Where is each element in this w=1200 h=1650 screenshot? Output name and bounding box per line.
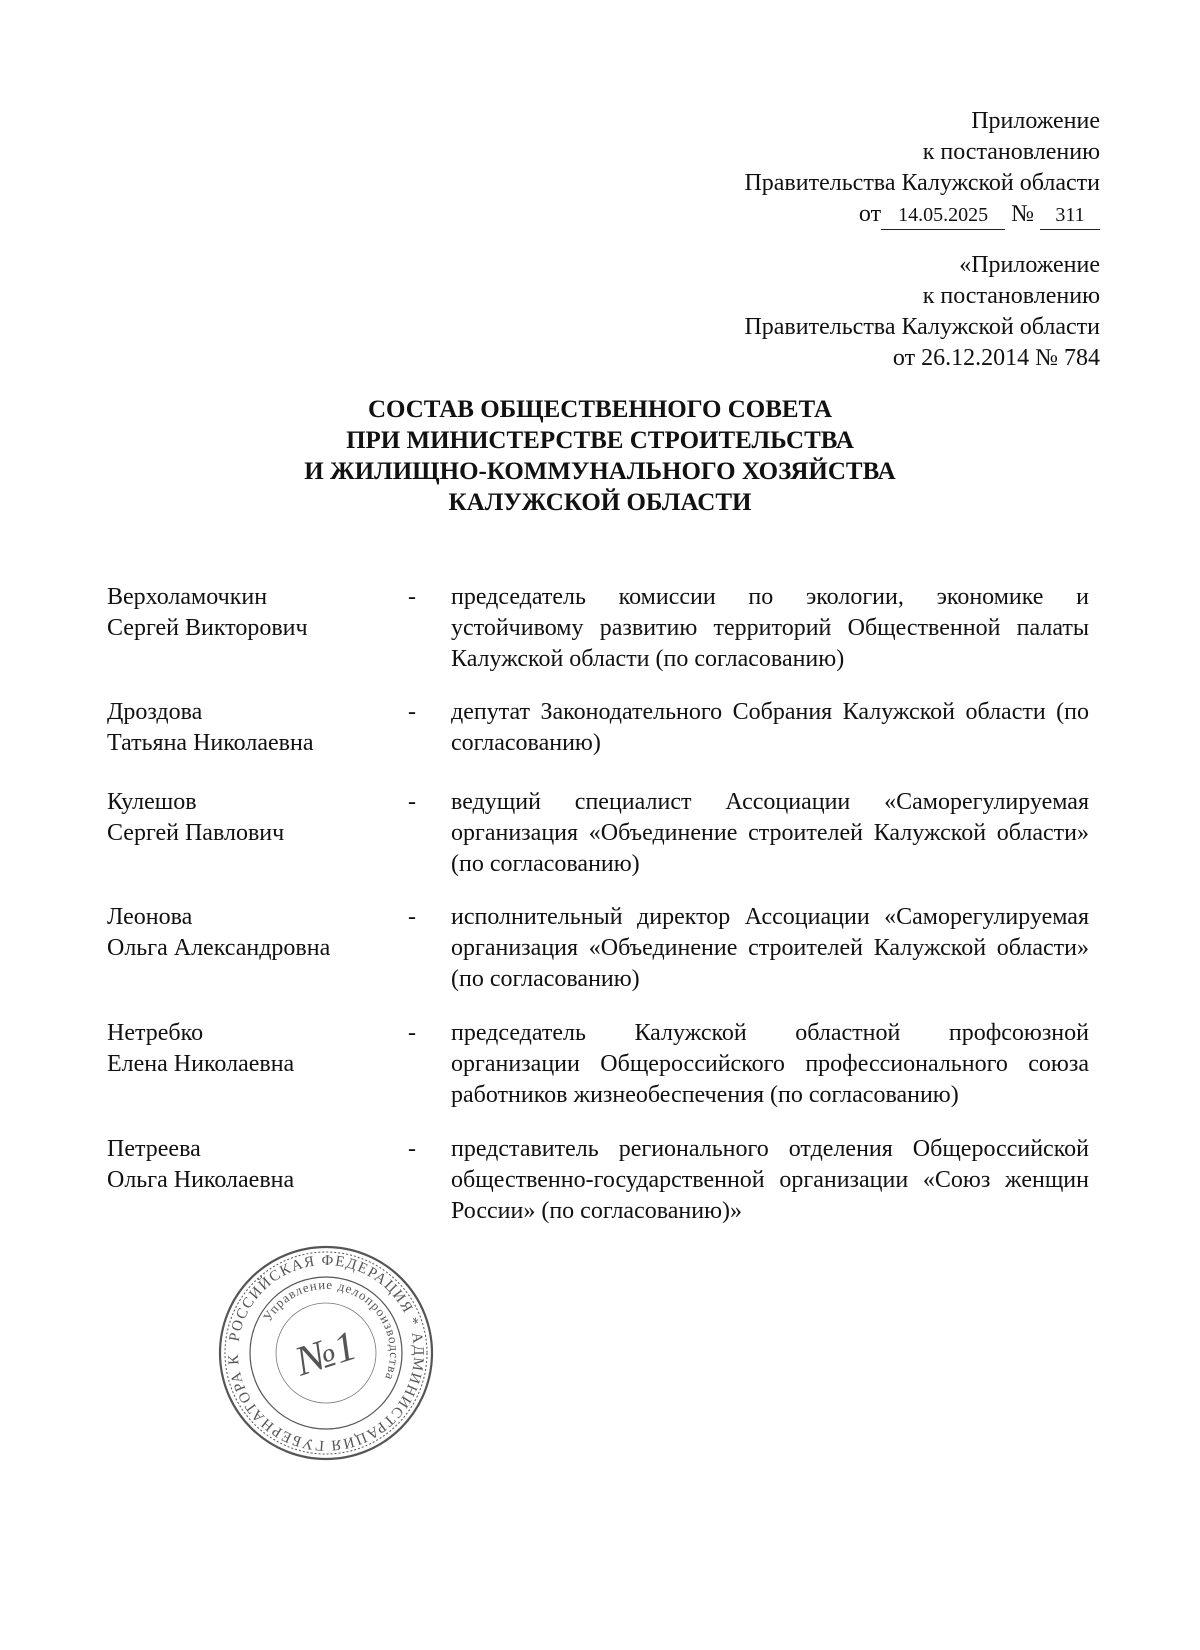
original-appendix-header	[744, 250, 1100, 374]
member-surname: Дроздова	[107, 699, 203, 725]
member-surname: Петреева	[107, 1136, 201, 1162]
member-role: председатель комиссии по экологии, экономике и устойчивому развитию территорий Общественной палаты Калужской области (по согласованию)	[451, 584, 1089, 672]
member-surname: Леонова	[107, 904, 193, 930]
original-government-label: Правительства Калужской области	[744, 314, 1100, 340]
resolution-label: к постановлению	[922, 139, 1100, 165]
member-name	[107, 582, 387, 644]
date-prefix: от	[858, 201, 882, 227]
member-given-name: Татьяна Николаевна	[107, 730, 314, 756]
stamp-seal-icon	[216, 1243, 436, 1463]
member-dash: -	[408, 584, 416, 610]
member-name	[107, 1018, 387, 1080]
stamp-number: №1	[290, 1322, 363, 1386]
member-role: председатель Калужской областной профсоюзной организации Общероссийского профессионального союза работников жизнеобеспечения (по согласованию)	[451, 1020, 1089, 1108]
resolution-number: 311	[1040, 202, 1100, 230]
original-appendix-label: «Приложение	[959, 252, 1100, 278]
member-surname: Верхоламочкин	[107, 584, 268, 610]
member-role: исполнительный директор Ассоциации «Саморегулируемая организация «Объединение строителей Калужской области» (по согласованию)	[451, 904, 1089, 992]
member-dash: -	[408, 789, 416, 815]
resolution-date-line	[744, 199, 1100, 230]
title-line-1: СОСТАВ ОБЩЕСТВЕННОГО СОВЕТА	[367, 396, 833, 423]
resolution-date: 14.05.2025	[881, 202, 1005, 230]
title-line-2: ПРИ МИНИСТЕРСТВЕ СТРОИТЕЛЬСТВА	[346, 427, 854, 454]
original-resolution-label: к постановлению	[922, 283, 1100, 309]
member-given-name: Елена Николаевна	[107, 1051, 295, 1077]
member-given-name: Ольга Александровна	[107, 935, 331, 961]
member-dash: -	[408, 904, 416, 930]
number-sign: №	[1011, 201, 1034, 227]
member-dash: -	[408, 1020, 416, 1046]
title-line-3: И ЖИЛИЩНО-КОММУНАЛЬНОГО ХОЗЯЙСТВА	[304, 458, 896, 485]
member-name	[107, 1134, 387, 1196]
member-given-name: Сергей Павлович	[107, 820, 285, 846]
member-name	[107, 902, 387, 964]
title-line-4: КАЛУЖСКОЙ ОБЛАСТИ	[448, 489, 752, 516]
member-role: депутат Законодательного Собрания Калужской области (по согласованию)	[451, 699, 1089, 756]
member-name	[107, 697, 387, 759]
member-given-name: Ольга Николаевна	[107, 1167, 295, 1193]
member-role: ведущий специалист Ассоциации «Саморегулируемая организация «Объединение строителей Калужской области» (по согласованию)	[451, 789, 1089, 877]
stamp-outer-text: РОССИЙСКАЯ ФЕДЕРАЦИЯ * АДМИНИСТРАЦИЯ ГУБЕРНАТОРА К	[225, 1252, 427, 1454]
stamp-inner-text: Управление делопроизводства	[259, 1276, 403, 1383]
document-title	[0, 394, 1200, 518]
member-dash: -	[408, 699, 416, 725]
member-given-name: Сергей Викторович	[107, 615, 308, 641]
appendix-header	[744, 106, 1100, 230]
member-dash: -	[408, 1136, 416, 1162]
official-stamp	[216, 1243, 436, 1463]
original-resolution-date: от 26.12.2014 № 784	[892, 345, 1100, 371]
member-role: представитель регионального отделения Общероссийской общественно-государственной организации «Союз женщин России» (по согласованию)»	[451, 1136, 1089, 1224]
member-surname: Нетребко	[107, 1020, 204, 1046]
government-label: Правительства Калужской области	[744, 170, 1100, 196]
appendix-label: Приложение	[971, 108, 1100, 134]
member-name	[107, 787, 387, 849]
member-surname: Кулешов	[107, 789, 197, 815]
